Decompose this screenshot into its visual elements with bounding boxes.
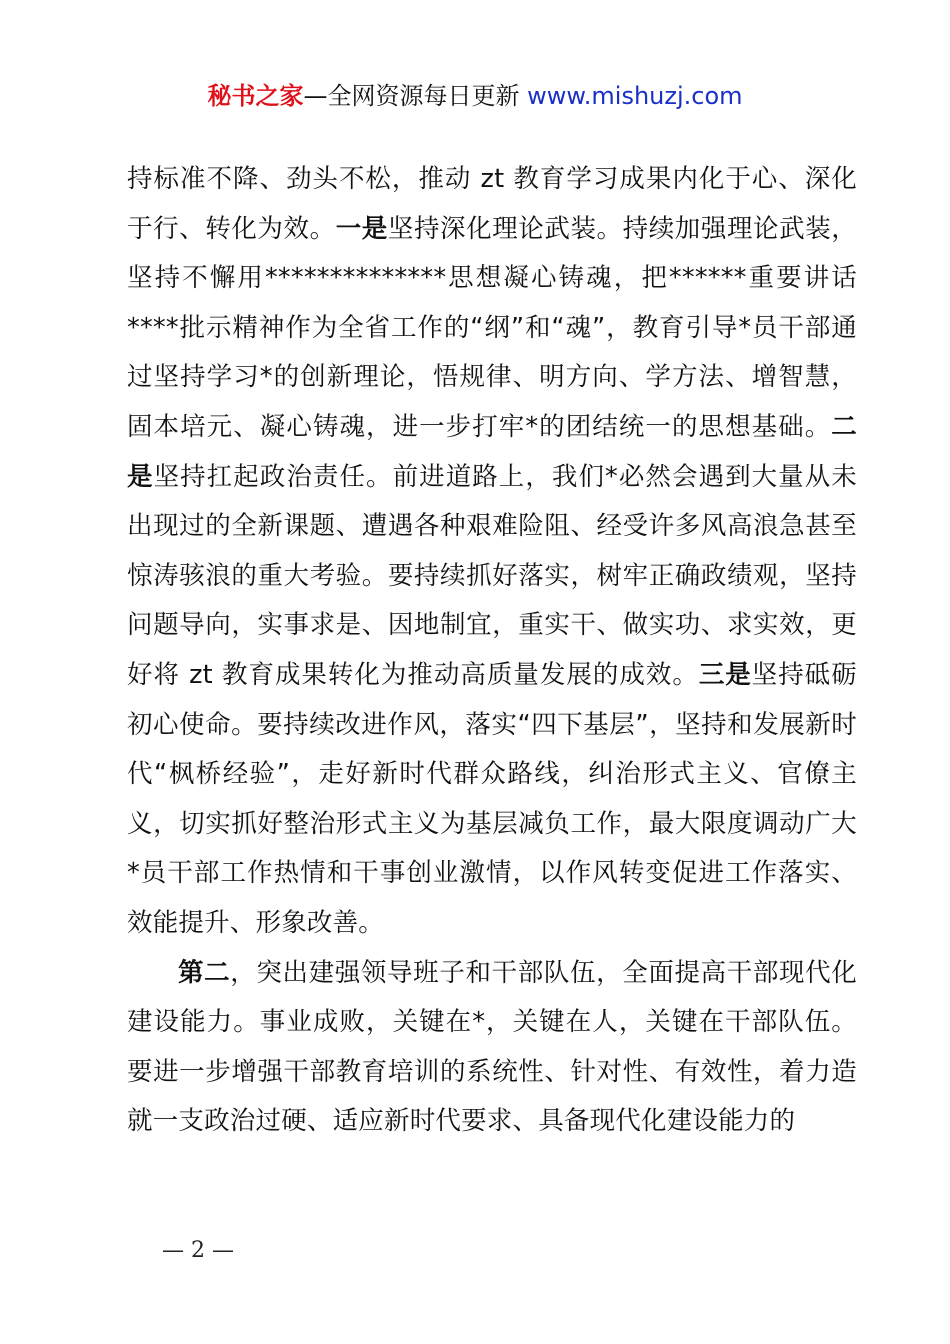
document-body xyxy=(127,155,857,1147)
header-slogan: —全网资源每日更新 xyxy=(303,82,520,110)
paragraph-1 xyxy=(127,155,857,949)
paragraph-text: 坚持砥砺初心使命。要持续改进作风，落实“四下基层”，坚持和发展新时代“枫桥经验”，走好新时代群众路线，纠治形式主义、官僚主义，切实抓好整治形式主义为基层减负工作，最大限度调动广大*员干部工作热情和干事创业激情，以作风转变促进工作落实、效能提升、形象改善。 xyxy=(127,659,857,938)
paragraph-text: 坚持扛起政治责任。前进道路上，我们*必然会遇到大量从未出现过的全新课题、遭遇各种艰难险阻、经受许多风高浪急甚至惊涛骇浪的重大考验。要持续抓好落实，树牢正确政绩观，坚持问题导向，实事求是、因地制宜，重实干、做实功、求实效，更好将 zt 教育成果转化为推动高质量发展的成效。 xyxy=(127,461,857,690)
page-header xyxy=(0,78,950,114)
paragraph-text: 持标准不降、劲头不松，推动 zt 教育学习成果内化于心、深化于行、转化为效。 xyxy=(127,164,857,244)
header-brand: 秘书之家 xyxy=(207,82,304,110)
header-url-link[interactable]: www.mishuzj.com xyxy=(527,82,743,110)
paragraph-emphasis: 一是 xyxy=(335,213,388,244)
paragraph-emphasis: 二是 xyxy=(127,411,857,492)
paragraph-text: ，突出建强领导班子和干部队伍，全面提高干部现代化建设能力。事业成败，关键在*，关键在人，关键在干部队伍。要进一步增强干部教育培训的系统性、针对性、有效性，着力造就一支政治过硬、适应新时代要求、具备现代化建设能力的 xyxy=(127,957,857,1137)
page-number: — 2 — xyxy=(162,1238,234,1263)
paragraph-emphasis: 三是 xyxy=(698,659,752,690)
paragraph-emphasis: 第二 xyxy=(178,957,231,988)
paragraph-2 xyxy=(127,949,857,1147)
paragraph-text: 坚持深化理论武装。持续加强理论武装，坚持不懈用**************思想凝心铸魂，把******重要讲话****批示精神作为全省工作的“纲”和“魂”，教育引导*员干部通过坚持学习*的创新理论，悟规律、明方向、学方法、增智慧，固本培元、凝心铸魂，进一步打牢*的团结统一的思想基础。 xyxy=(127,213,857,442)
